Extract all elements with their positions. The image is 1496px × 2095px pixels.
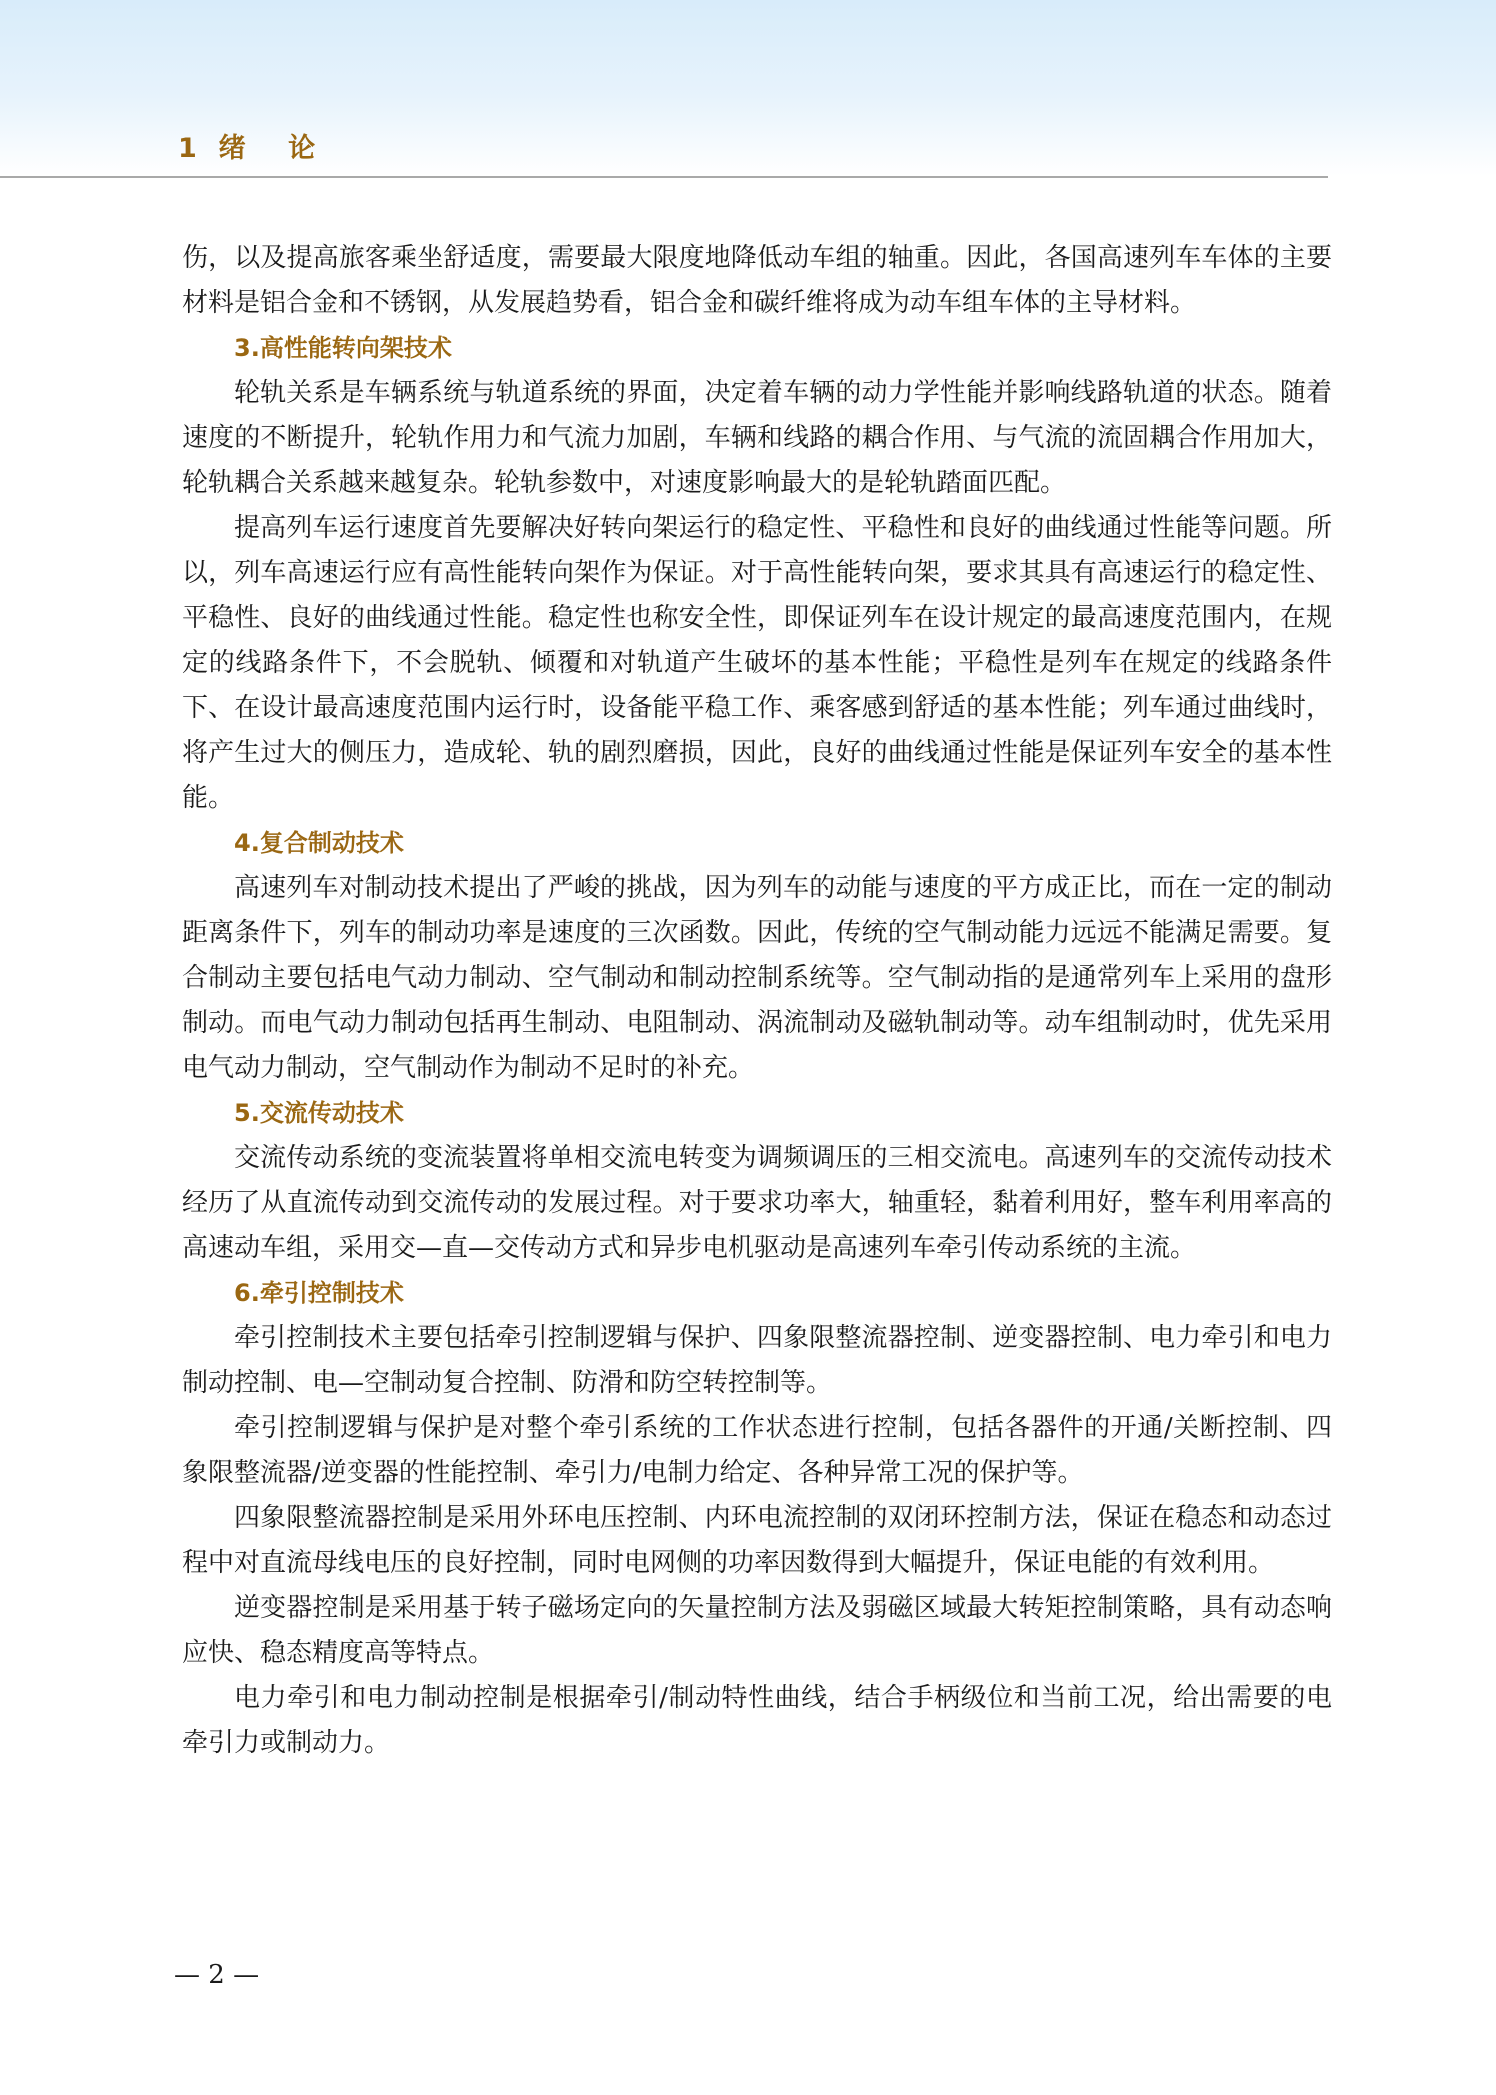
page-body [182,236,1332,1766]
body-paragraph: 牵引控制逻辑与保护是对整个牵引系统的工作状态进行控制，包括各器件的开通/关断控制、四象限整流器/逆变器的性能控制、牵引力/电制力给定、各种异常工况的保护等。 [182,1413,1332,1488]
header-divider [0,176,1328,178]
section-heading: 3.高性能转向架技术 [234,334,452,362]
body-paragraph: 提高列车运行速度首先要解决好转向架运行的稳定性、平稳性和良好的曲线通过性能等问题。所以，列车高速运行应有高性能转向架作为保证。对于高性能转向架，要求其具有高速运行的稳定性、平稳性、良好的曲线通过性能。稳定性也称安全性，即保证列车在设计规定的最高速度范围内，在规定的线路条件下，不会脱轨、倾覆和对轨道产生破坏的基本性能；平稳性是列车在规定的线路条件下、在设计最高速度范围内运行时，设备能平稳工作、乘客感到舒适的基本性能；列车通过曲线时，将产生过大的侧压力，造成轮、轨的剧烈磨损，因此，良好的曲线通过性能是保证列车安全的基本性能。 [182,513,1332,813]
body-paragraph: 牵引控制技术主要包括牵引控制逻辑与保护、四象限整流器控制、逆变器控制、电力牵引和电力制动控制、电—空制动复合控制、防滑和防空转控制等。 [182,1323,1332,1398]
section-heading: 5.交流传动技术 [234,1099,404,1127]
body-paragraph: 电力牵引和电力制动控制是根据牵引/制动特性曲线，结合手柄级位和当前工况，给出需要的电牵引力或制动力。 [182,1683,1332,1758]
body-paragraph: 伤，以及提高旅客乘坐舒适度，需要最大限度地降低动车组的轴重。因此，各国高速列车车体的主要材料是铝合金和不锈钢，从发展趋势看，铝合金和碳纤维将成为动车组车体的主导材料。 [182,243,1332,318]
section-heading: 4.复合制动技术 [234,829,404,857]
chapter-title: 1 绪 论 [178,133,317,164]
body-paragraph: 交流传动系统的变流装置将单相交流电转变为调频调压的三相交流电。高速列车的交流传动技术经历了从直流传动到交流传动的发展过程。对于要求功率大，轴重轻，黏着利用好，整车利用率高的高速动车组，采用交—直—交传动方式和异步电机驱动是高速列车牵引传动系统的主流。 [182,1143,1332,1263]
body-paragraph: 轮轨关系是车辆系统与轨道系统的界面，决定着车辆的动力学性能并影响线路轨道的状态。随着速度的不断提升，轮轨作用力和气流力加剧，车辆和线路的耦合作用、与气流的流固耦合作用加大，轮轨耦合关系越来越复杂。轮轨参数中，对速度影响最大的是轮轨踏面匹配。 [182,378,1332,498]
body-paragraph: 四象限整流器控制是采用外环电压控制、内环电流控制的双闭环控制方法，保证在稳态和动态过程中对直流母线电压的良好控制，同时电网侧的功率因数得到大幅提升，保证电能的有效利用。 [182,1503,1332,1578]
section-heading: 6.牵引控制技术 [234,1279,404,1307]
page-number: — 2 — [174,1960,260,1990]
body-paragraph: 逆变器控制是采用基于转子磁场定向的矢量控制方法及弱磁区域最大转矩控制策略，具有动态响应快、稳态精度高等特点。 [182,1593,1332,1668]
body-paragraph: 高速列车对制动技术提出了严峻的挑战，因为列车的动能与速度的平方成正比，而在一定的制动距离条件下，列车的制动功率是速度的三次函数。因此，传统的空气制动能力远远不能满足需要。复合制动主要包括电气动力制动、空气制动和制动控制系统等。空气制动指的是通常列车上采用的盘形制动。而电气动力制动包括再生制动、电阻制动、涡流制动及磁轨制动等。动车组制动时，优先采用电气动力制动，空气制动作为制动不足时的补充。 [182,873,1332,1083]
